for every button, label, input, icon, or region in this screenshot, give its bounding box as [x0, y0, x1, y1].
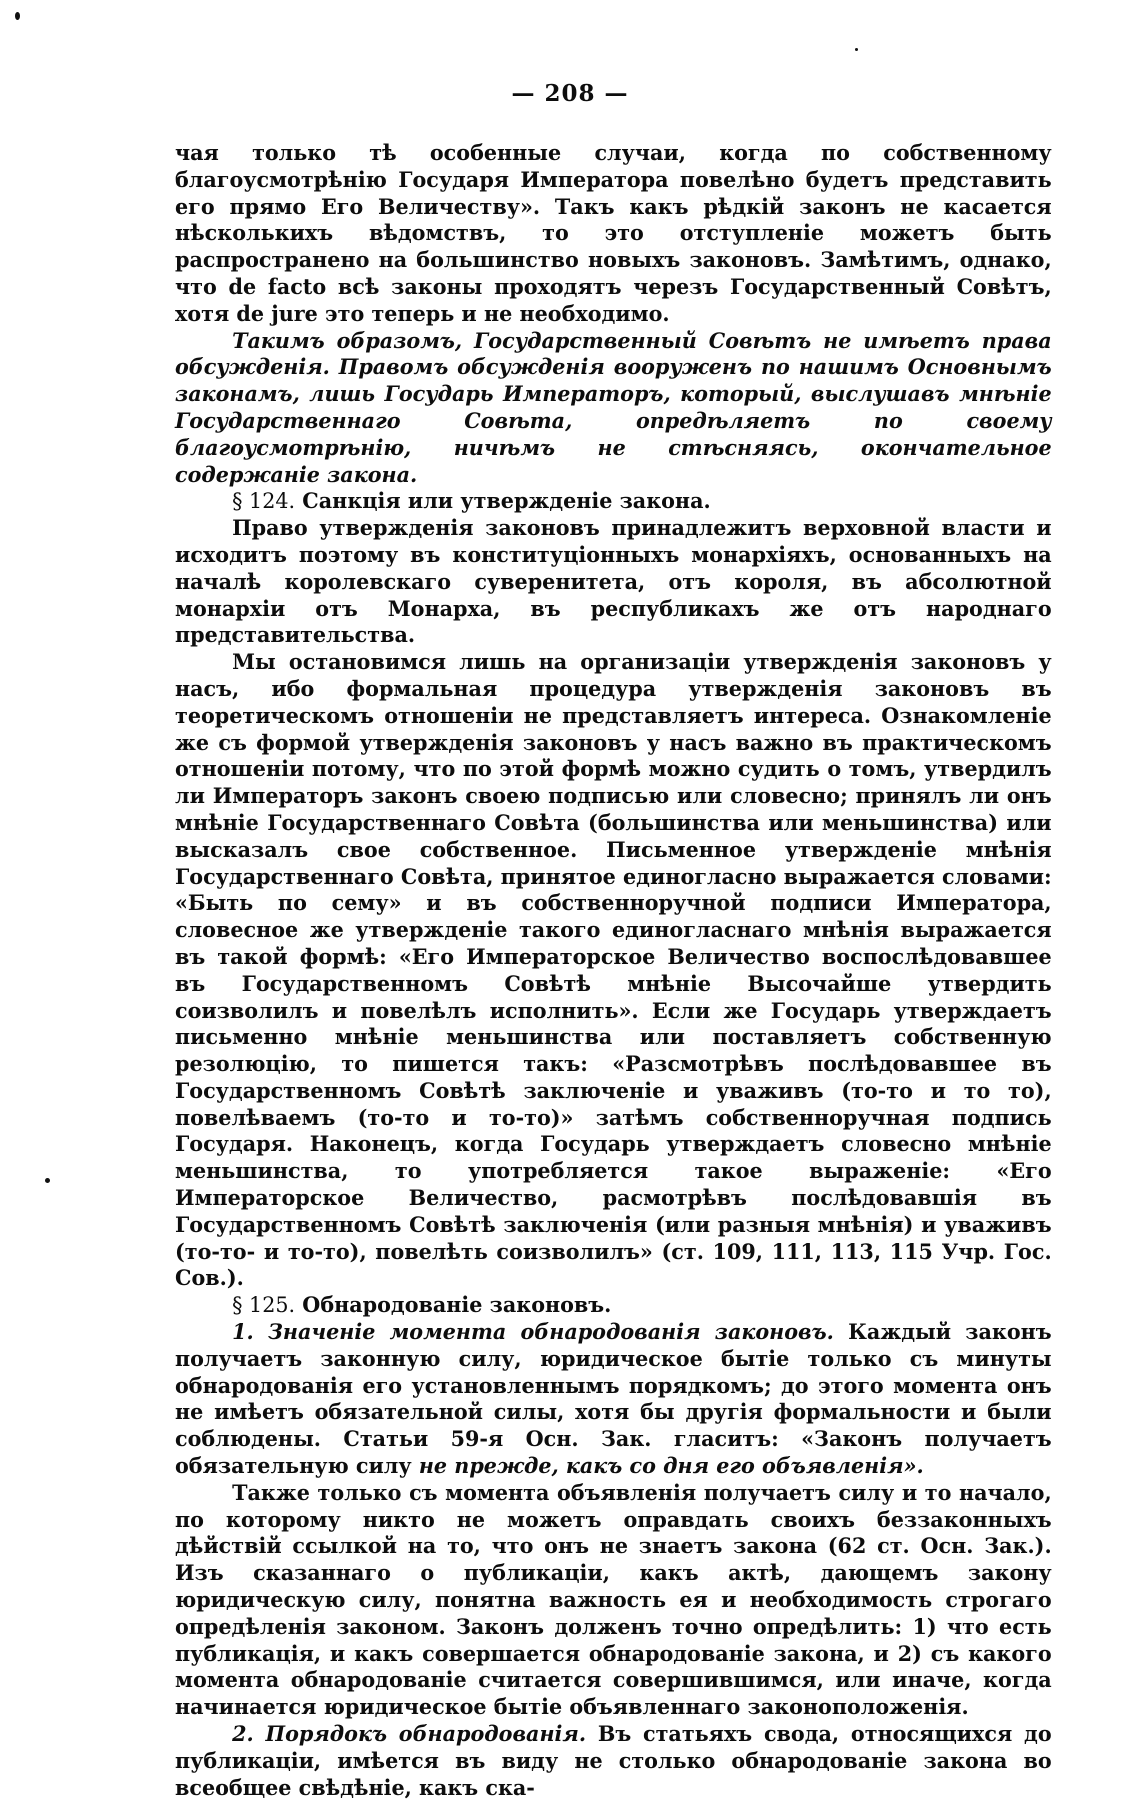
body-text — [175, 140, 1052, 1801]
scan-speck — [45, 1178, 50, 1183]
paragraph: Также только съ момента объявленія получаетъ силу и то начало, по которому никто не можетъ оправдать своихъ беззаконныхъ дѣйствій ссылкой на то, что онъ не знаетъ закона (62 ст. Осн. Зак.). Изъ сказаннаго о публикаціи, какъ актѣ, дающемъ закону юридическую силу, понятна важность ея и необходимость строгаго опредѣленія законом. Законъ долженъ точно опредѣлить: 1) что есть публикація, и какъ совершается обнародованіе закона, и 2) съ какого момента обнародованіе считается совершившимся, или иначе, когда начинается юридическое бытіе объявленнаго законоположенія. — [175, 1479, 1052, 1720]
paragraph: Мы остановимся лишь на организаціи утвержденія законовъ у насъ, ибо формальная процедура утвержденія законовъ въ теоретическомъ отношеніи не представляетъ интереса. Ознакомленіе же съ формой утвержденія законовъ у насъ важно въ практическомъ отношеніи потому, что по этой формѣ можно судить о томъ, утвердилъ ли Императоръ законъ своею подписью или словесно; принялъ ли онъ мнѣніе Государственнаго Совѣта (большинства или меньшинства) или высказалъ свое собственное. Письменное утвержденіе мнѣнія Государственнаго Совѣта, принятое единогласно выражается словами: «Быть по сему» и въ собственноручной подписи Императора, словесное же утвержденіе такого единогласнаго мнѣнія выражается въ такой формѣ: «Его Императорское Величество воспослѣдовавшее въ Государственномъ Совѣтѣ мнѣніе Высочайше утвердить соизволилъ и повелѣлъ исполнить». Если же Государь утверждаетъ письменно мнѣніе меньшинства или поставляетъ собственную резолюцію, то пишется такъ: «Разсмотрѣвъ послѣдовавшее въ Государственномъ Совѣтѣ заключеніе и уваживъ (то-то и то то), повелѣваемъ (то-то и то-то)» затѣмъ собственноручная подпись Государя. Наконецъ, когда Государь утверждаетъ словесно мнѣніе меньшинства, то употребляется такое выраженіе: «Его Императорское Величество, расмотрѣвъ послѣдовавшія въ Государственномъ Совѣтѣ заключенія (или разныя мнѣнія) и уваживъ (то-то- и то-то), повелѣть соизволилъ» (ст. 109, 111, 113, 115 Учр. Гос. Сов.). — [175, 649, 1052, 1291]
section-number: § 124. — [232, 489, 296, 514]
scan-speck — [15, 12, 20, 20]
page-number: — 208 — — [511, 80, 629, 107]
paragraph-italic: Такимъ образомъ, Государственный Совѣтъ не имѣетъ права обсужденія. Правомъ обсужденія вооруженъ по нашимъ Основнымъ законамъ, лишь Государь Императоръ, который, выслушавъ мнѣніе Государственнаго Совѣта, опредѣляетъ по своему благоусмотрѣнію, ничѣмъ не стѣсняясь, окончательное содержаніе закона. — [175, 327, 1052, 487]
subsection-lead: 2. Порядокъ обнародованія. — [232, 1721, 587, 1747]
section-heading-124 — [175, 488, 1052, 515]
paragraph-text: Каждый законъ получаетъ законную силу, юридическое бытіе только съ минуты обнародованія его установленнымъ порядкомъ; до этого момента онъ не имѣетъ обязательной силы, хотя бы другія формальности и были соблюдены. Статьи 59-я Осн. Зак. гласитъ: «Законъ получаетъ обязательную силу — [175, 1319, 1052, 1479]
paragraph-text: Въ статьяхъ свода, относящихся до публикаціи, имѣется въ виду не столько обнародованіе закона во всеобщее свѣдѣніе, какъ ска- — [175, 1721, 1052, 1800]
subsection-lead: 1. Значеніе момента обнародованія законовъ. — [232, 1319, 834, 1345]
section-heading-125 — [175, 1292, 1052, 1319]
paragraph — [175, 1319, 1052, 1480]
paragraph: Право утвержденія законовъ принадлежитъ верховной власти и исходитъ поэтому въ конституціонныхъ монархіяхъ, основанныхъ на началѣ королевскаго суверенитета, отъ короля, въ абсолютной монархіи отъ Монарха, въ республикахъ же отъ народнаго представительства. — [175, 515, 1052, 648]
paragraph — [175, 1721, 1052, 1801]
section-title: Санкція или утвержденіе закона. — [302, 488, 711, 514]
quote-italic: не прежде, какъ со дня его объявленія». — [418, 1453, 924, 1479]
paragraph: чая только тѣ особенные случаи, когда по собственному благоусмотрѣнію Государя Императора повелѣно будетъ представить его прямо Его Величеству». Такъ какъ рѣдкій законъ не касается нѣсколькихъ вѣдомствъ, то это отступленіе можетъ быть распространено на большинство новыхъ законовъ. Замѣтимъ, однако, что de facto всѣ законы проходятъ черезъ Государственный Совѣтъ, хотя de jure это теперь и не необходимо. — [175, 140, 1052, 326]
section-number: § 125. — [232, 1293, 296, 1318]
scan-speck — [855, 48, 858, 51]
section-title: Обнародованіе законовъ. — [302, 1292, 612, 1318]
